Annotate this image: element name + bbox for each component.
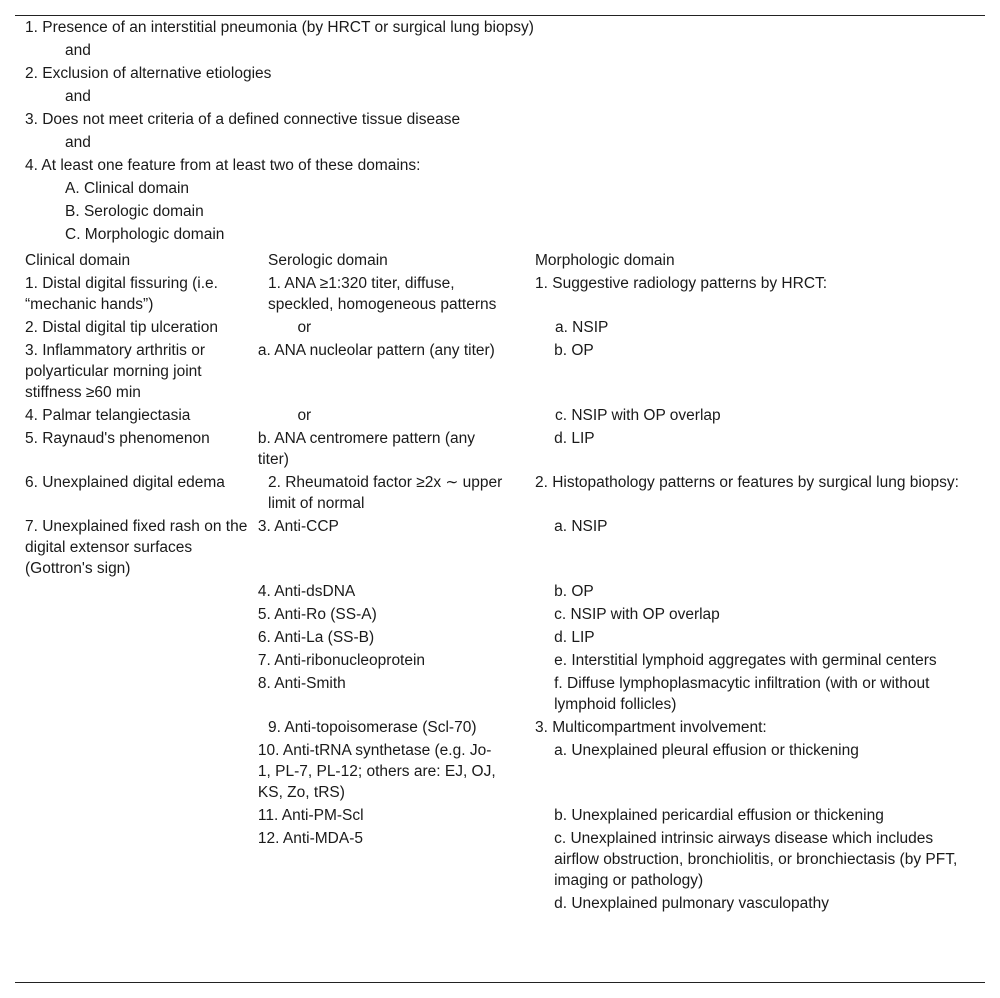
morphologic-domain-cell: b. OP — [554, 583, 594, 600]
clinical-domain-cell: 6. Unexplained digital edema — [25, 474, 225, 491]
morphologic-domain-cell: Morphologic domain — [535, 252, 675, 269]
serologic-domain-cell: 12. Anti-MDA-5 — [257, 830, 363, 847]
table-row — [25, 803, 975, 826]
clinical-domain-cell: 1. Distal digital fissuring (i.e. “mechanic hands”) — [25, 275, 218, 313]
criterion-line: A. Clinical domain — [65, 180, 190, 197]
clinical-domain-cell: 3. Inflammatory arthritis or polyarticular morning joint stiffness ≥60 min — [25, 342, 206, 401]
clinical-domain-cell: 2. Distal digital tip ulceration — [25, 319, 218, 336]
serologic-domain-cell: a. ANA nucleolar pattern (any titer) — [257, 342, 495, 359]
criterion-line: and — [65, 42, 91, 59]
morphologic-domain-cell: a. NSIP — [554, 319, 609, 336]
morphologic-domain-cell: a. Unexplained pleural effusion or thickening — [554, 742, 859, 759]
serologic-domain-cell: 1. ANA ≥1:320 titer, diffuse, speckled, homogeneous patterns — [268, 275, 497, 313]
table-row — [25, 648, 975, 671]
serologic-domain-cell: b. ANA centromere pattern (any titer) — [257, 430, 476, 468]
serologic-domain-cell: 7. Anti-ribonucleoprotein — [257, 652, 426, 669]
table-row — [25, 671, 975, 715]
criterion-line: and — [65, 134, 91, 151]
table-row — [25, 715, 975, 738]
criterion-line: 1. Presence of an interstitial pneumonia (by HRCT or surgical lung biopsy) — [25, 19, 534, 36]
table-row — [25, 338, 975, 403]
table-row — [25, 826, 975, 891]
morphologic-domain-cell: d. Unexplained pulmonary vasculopathy — [554, 895, 829, 912]
criterion-line: 2. Exclusion of alternative etiologies — [25, 65, 272, 82]
serologic-domain-cell: 5. Anti-Ro (SS-A) — [257, 606, 377, 623]
clinical-domain-cell: 7. Unexplained fixed rash on the digital extensor surfaces (Gottron's sign) — [25, 518, 248, 577]
morphologic-domain-cell: c. NSIP with OP overlap — [554, 407, 721, 424]
criterion-line: C. Morphologic domain — [65, 226, 225, 243]
morphologic-domain-cell: 3. Multicompartment involvement: — [535, 719, 767, 736]
clinical-domain-cell: 5. Raynaud's phenomenon — [25, 430, 210, 447]
table-row — [25, 514, 975, 579]
morphologic-domain-cell: 2. Histopathology patterns or features by surgical lung biopsy: — [535, 474, 959, 491]
morphologic-domain-cell: a. NSIP — [554, 518, 608, 535]
top-rule — [15, 15, 985, 16]
morphologic-domain-cell: b. Unexplained pericardial effusion or thickening — [554, 807, 884, 824]
serologic-domain-cell: 10. Anti-tRNA synthetase (e.g. Jo-1, PL-7, PL-12; others are: EJ, OJ, KS, Zo, tRS) — [257, 742, 496, 801]
morphologic-domain-cell: c. NSIP with OP overlap — [554, 606, 720, 623]
morphologic-domain-cell: 1. Suggestive radiology patterns by HRCT: — [535, 275, 828, 292]
serologic-domain-cell: 9. Anti-topoisomerase (Scl-70) — [268, 719, 477, 736]
table-row — [25, 403, 975, 426]
table-row — [25, 579, 975, 602]
serologic-domain-cell: 6. Anti-La (SS-B) — [257, 629, 375, 646]
morphologic-domain-cell: e. Interstitial lymphoid aggregates with germinal centers — [554, 652, 937, 669]
morphologic-domain-cell: b. OP — [554, 342, 594, 359]
criterion-line: 4. At least one feature from at least two of these domains: — [25, 157, 421, 174]
domains-table — [25, 248, 975, 914]
criterion-line: 3. Does not meet criteria of a defined connective tissue disease — [25, 111, 461, 128]
serologic-domain-cell: 4. Anti-dsDNA — [257, 583, 356, 600]
criterion-line: and — [65, 88, 91, 105]
table-row — [25, 738, 975, 803]
bottom-rule — [15, 982, 985, 983]
table-row — [25, 426, 975, 470]
morphologic-domain-cell: d. LIP — [554, 629, 595, 646]
serologic-domain-cell: 3. Anti-CCP — [257, 518, 339, 535]
serologic-domain-cell: 8. Anti-Smith — [257, 675, 346, 692]
clinical-domain-cell: 4. Palmar telangiectasia — [25, 407, 191, 424]
morphologic-domain-cell: d. LIP — [554, 430, 595, 447]
table-header-row — [25, 248, 975, 271]
morphologic-domain-cell: c. Unexplained intrinsic airways disease which includes airflow obstruction, bronchiolitis, or bronchiectasis (by PFT, imaging or pathology) — [554, 830, 958, 889]
morphologic-domain-cell: f. Diffuse lymphoplasmacytic infiltration (with or without lymphoid follicles) — [554, 675, 930, 713]
serologic-domain-cell: 2. Rheumatoid factor ≥2x ∼ upper limit of normal — [268, 474, 503, 512]
criteria-list — [25, 17, 965, 247]
clinical-domain-cell: Clinical domain — [25, 252, 131, 269]
table-row — [25, 625, 975, 648]
serologic-domain-cell: or — [297, 407, 312, 424]
serologic-domain-cell: Serologic domain — [268, 252, 388, 269]
serologic-domain-cell: 11. Anti-PM-Scl — [257, 807, 364, 824]
table-row — [25, 271, 975, 315]
table-row — [25, 470, 975, 514]
criterion-line: B. Serologic domain — [65, 203, 204, 220]
table-row — [25, 315, 975, 338]
table-row — [25, 891, 975, 914]
serologic-domain-cell: or — [297, 319, 312, 336]
table-row — [25, 602, 975, 625]
